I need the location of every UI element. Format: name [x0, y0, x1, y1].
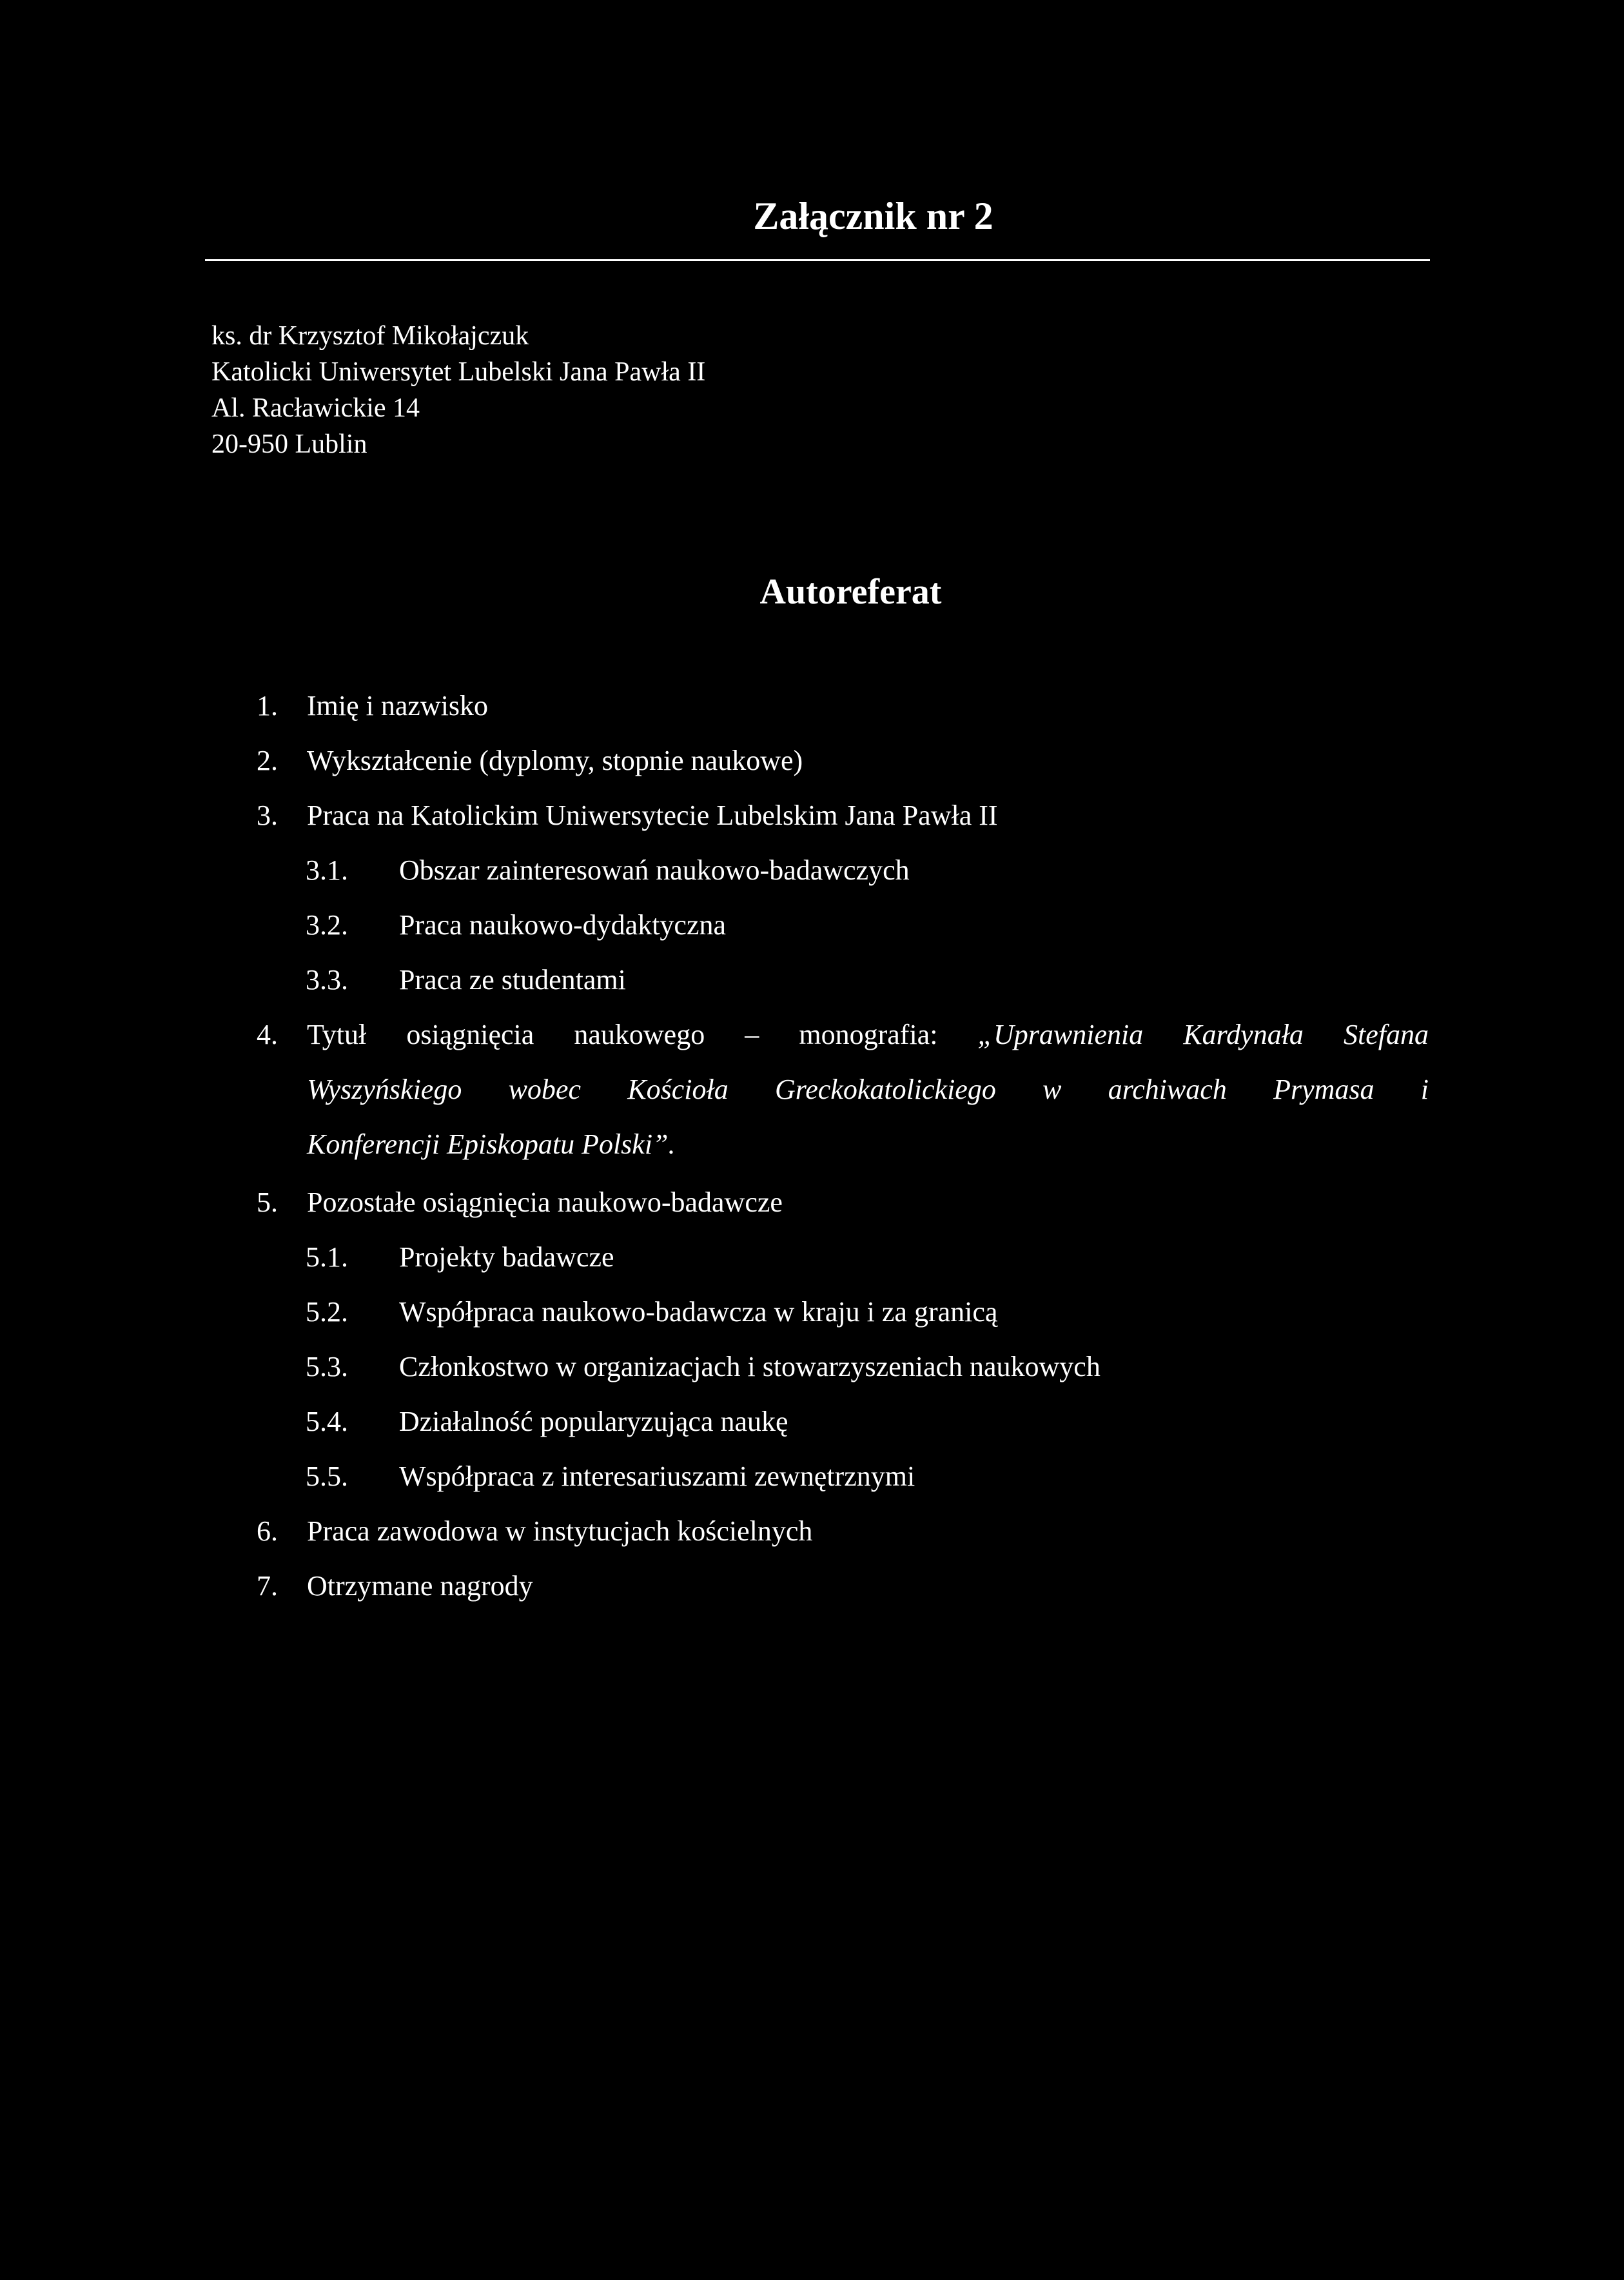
outline-item-text: Wykształcenie (dyplomy, stopnie naukowe): [307, 745, 803, 776]
outline-item-number: 3.1.: [306, 854, 348, 886]
outline-item-4-line-1: [307, 1016, 1429, 1054]
outline-item-number: 5.5.: [306, 1460, 348, 1492]
outline-item-number: 2.: [257, 745, 278, 776]
monograph-title-part-2: Wyszyńskiego wobec Kościoła Greckokatolickiego w archiwach Prymasa i: [307, 1074, 1429, 1105]
outline-item-3-1: [306, 851, 910, 890]
author-address-block: [211, 318, 705, 462]
outline-item-text: Obszar zainteresowań naukowo-badawczych: [399, 854, 910, 886]
header-divider: [205, 259, 1430, 261]
outline-item-5-2: [306, 1293, 997, 1332]
outline-item-number: 4.: [257, 1019, 278, 1050]
outline-item-text: Współpraca naukowo-badawcza w kraju i za granicą: [399, 1296, 998, 1328]
outline-item-number: 5.1.: [306, 1241, 348, 1273]
outline-item-3-2: [306, 906, 726, 945]
document-title: Autoreferat: [759, 572, 942, 612]
outline-item-number: 5.: [257, 1186, 278, 1218]
outline-item-text: Praca ze studentami: [399, 964, 626, 996]
outline-item-number: 3.3.: [306, 964, 348, 996]
outline-item-3: [257, 796, 998, 835]
outline-item-text: Praca zawodowa w instytucjach kościelnych: [307, 1515, 813, 1547]
outline-item-4: [257, 1016, 307, 1054]
outline-item-5-1: [306, 1238, 614, 1277]
outline-item-text: Praca na Katolickim Uniwersytecie Lubelskim Jana Pawła II: [307, 800, 998, 831]
outline-item-5: [257, 1183, 783, 1222]
outline-item-6: [257, 1512, 812, 1551]
outline-item-5-5: [306, 1457, 915, 1496]
outline-item-number: 5.2.: [306, 1296, 348, 1328]
outline-item-2: [257, 742, 803, 780]
outline-item-text: Projekty badawcze: [399, 1241, 614, 1273]
outline-item-5-3: [306, 1348, 1101, 1386]
outline-item-text: Pozostałe osiągnięcia naukowo-badawcze: [307, 1186, 783, 1218]
outline-item-text: Członkostwo w organizacjach i stowarzyszeniach naukowych: [399, 1351, 1101, 1382]
outline-item-5-4: [306, 1402, 788, 1441]
outline-item-text: Współpraca z interesariuszami zewnętrznymi: [399, 1460, 915, 1492]
author-street: Al. Racławickie 14: [211, 393, 420, 423]
outline-item-number: 7.: [257, 1570, 278, 1602]
outline-item-text: Działalność popularyzująca naukę: [399, 1406, 788, 1437]
monograph-title-part-3: Konferencji Episkopatu Polski”.: [307, 1128, 676, 1160]
outline-item-text: Otrzymane nagrody: [307, 1570, 533, 1602]
outline-item-number: 6.: [257, 1515, 278, 1547]
author-city: 20-950 Lublin: [211, 429, 367, 459]
outline-item-number: 5.4.: [306, 1406, 348, 1437]
outline-item-4-plain-text: Tytuł osiągnięcia naukowego – monografia:: [307, 1019, 978, 1050]
outline-item-7: [257, 1567, 533, 1606]
monograph-title-part-1: „Uprawnienia Kardynała Stefana: [977, 1019, 1429, 1050]
outline-item-1: [257, 687, 488, 725]
outline-item-3-3: [306, 961, 626, 999]
outline-item-number: 3.: [257, 800, 278, 831]
annex-title: Załącznik nr 2: [753, 195, 993, 237]
outline-item-number: 5.3.: [306, 1351, 348, 1382]
outline-item-number: 3.2.: [306, 909, 348, 941]
outline-item-number: 1.: [257, 690, 278, 722]
outline-item-text: Praca naukowo-dydaktyczna: [399, 909, 727, 941]
outline-item-text: Imię i nazwisko: [307, 690, 489, 722]
author-institution: Katolicki Uniwersytet Lubelski Jana Pawła II: [211, 357, 706, 387]
author-name: ks. dr Krzysztof Mikołajczuk: [211, 321, 529, 351]
